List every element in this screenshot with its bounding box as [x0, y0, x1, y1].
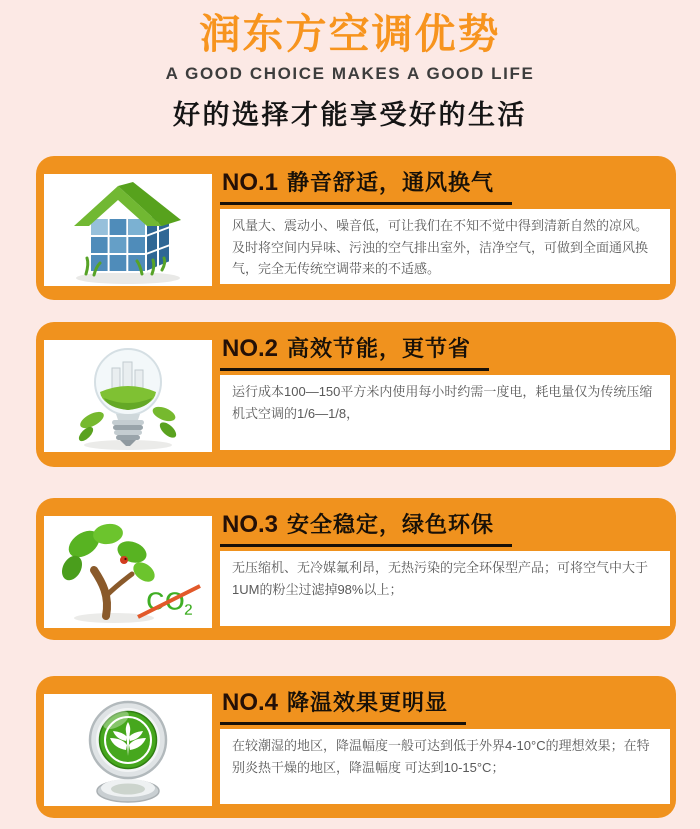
- card-body-box: [220, 729, 670, 804]
- advantage-card-2: [36, 322, 676, 467]
- card-number: NO.2: [222, 335, 279, 362]
- card-content: [220, 508, 670, 626]
- card-number: NO.3: [222, 511, 279, 538]
- card-heading: [220, 166, 512, 205]
- card-content: [220, 332, 670, 450]
- green-badge-icon: [44, 694, 212, 806]
- card-title-text: 安全稳定，绿色环保: [287, 512, 495, 537]
- subtitle-en: A GOOD CHOICE MAKES A GOOD LIFE: [165, 64, 535, 84]
- advantage-card-3: [36, 498, 676, 640]
- subtitle-zh: 好的选择才能享受好的生活: [173, 100, 527, 131]
- card-image-box: [44, 174, 212, 286]
- card-heading: [220, 332, 489, 371]
- card-image-box: [44, 694, 212, 806]
- card-title-text: 高效节能，更节省: [287, 336, 472, 361]
- card-image-box: [44, 516, 212, 628]
- card-body-box: [220, 375, 670, 450]
- card-content: [220, 166, 670, 284]
- card-number: NO.1: [222, 169, 279, 196]
- card-body-text: 无压缩机、无冷媒氟利昂，无热污染的完全环保型产品；可将空气中大于1UM的粉尘过滤掉98%以上；: [232, 560, 649, 597]
- card-heading: [220, 686, 466, 725]
- card-title-text: 降温效果更明显: [287, 690, 449, 715]
- svg-text:2: 2: [184, 602, 193, 619]
- co2-tree-icon: [44, 516, 212, 628]
- card-body-text: 在较潮湿的地区，降温幅度一般可达到低于外界4-10°C的理想效果；在特别炎热干燥的地区，降温幅度 可达到10-15°C；: [232, 738, 650, 775]
- advantage-card-4: [36, 676, 676, 818]
- svg-text:CO: CO: [146, 586, 185, 616]
- card-number: NO.4: [222, 689, 279, 716]
- header: [0, 0, 700, 132]
- page-title: 润东方空调优势: [199, 11, 501, 57]
- card-image-box: [44, 340, 212, 452]
- card-body-text: 风量大、震动小、噪音低，可让我们在不知不觉中得到清新自然的凉风。及时将空间内异味、污浊的空气排出室外，洁净空气，可做到全面通风换气，完全无传统空调带来的不适感。: [232, 218, 649, 276]
- glass-house-icon: [44, 174, 212, 286]
- card-content: [220, 686, 670, 804]
- card-body-text: 运行成本100—150平方米内使用每小时约需一度电，耗电量仅为传统压缩机式空调的1/6—1/8，: [232, 384, 653, 421]
- card-body-box: [220, 551, 670, 626]
- card-title-text: 静音舒适，通风换气: [287, 170, 495, 195]
- card-heading: [220, 508, 512, 547]
- advantage-card-1: [36, 156, 676, 300]
- eco-bulb-icon: [44, 340, 212, 452]
- card-body-box: [220, 209, 670, 284]
